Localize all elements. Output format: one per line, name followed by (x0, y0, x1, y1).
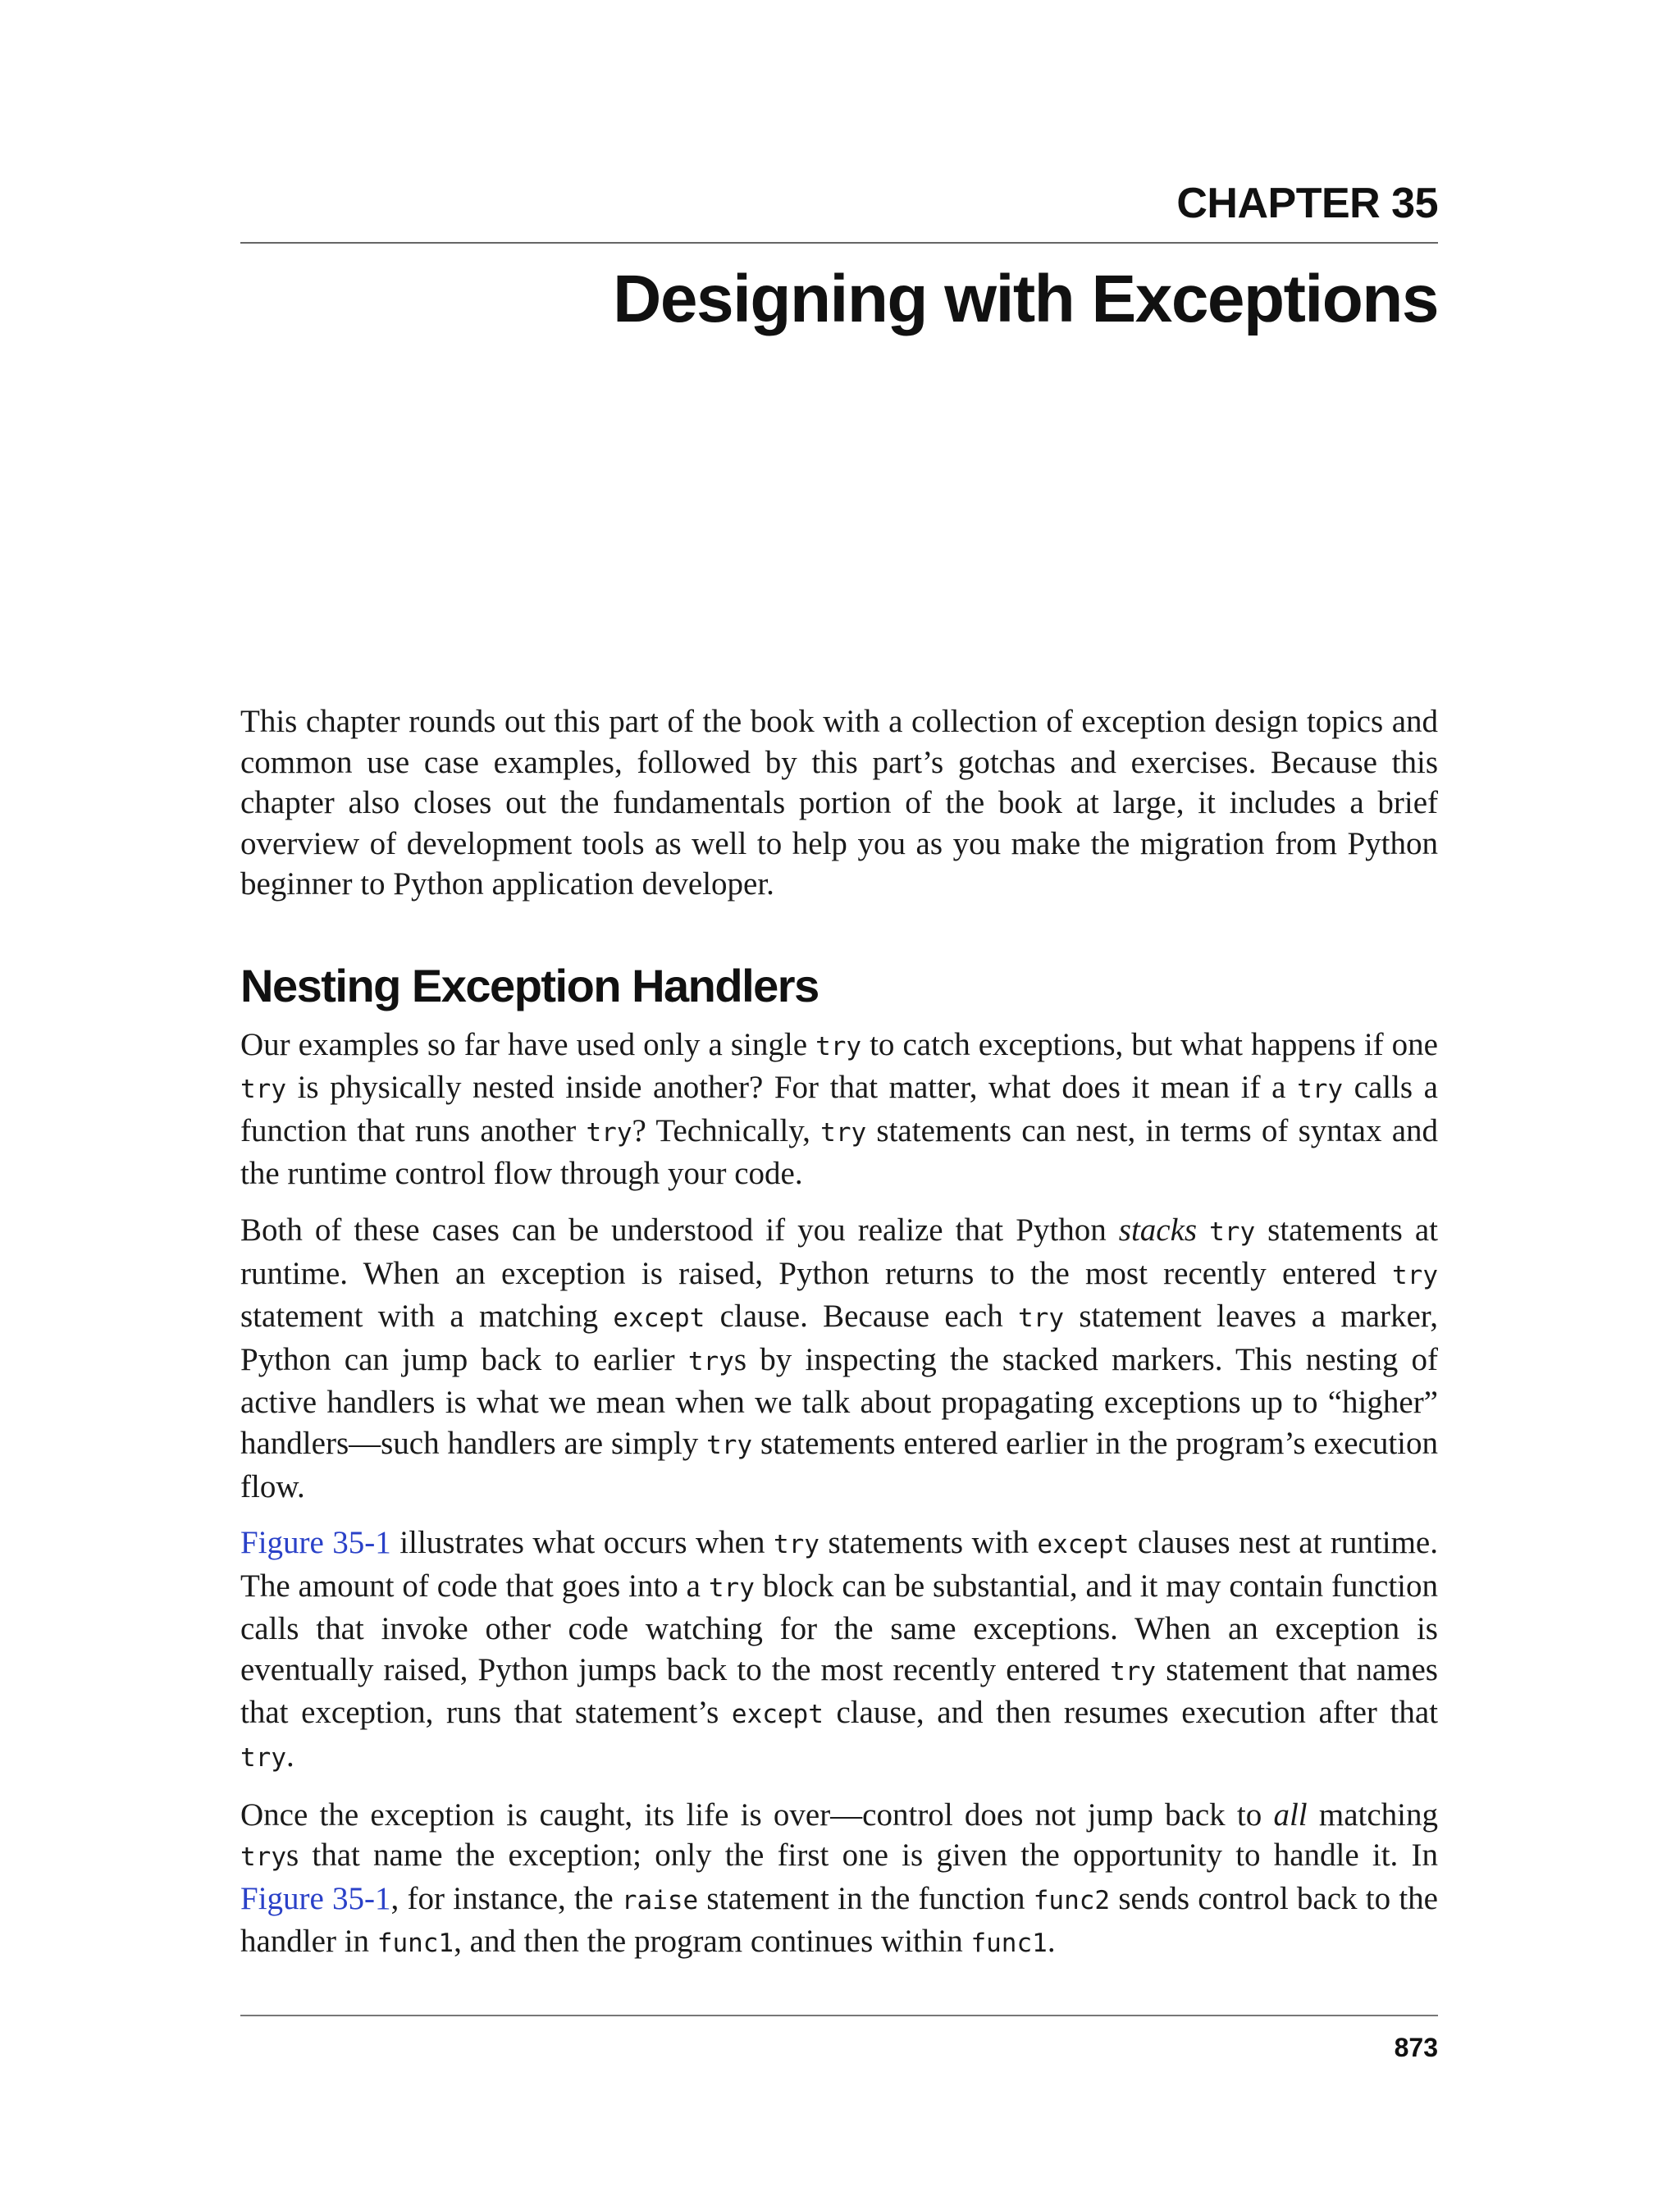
code-try: try (820, 1117, 867, 1148)
code-try: try (1018, 1303, 1065, 1334)
code-try: try (586, 1117, 632, 1148)
text-run: block can be substantial, and it may contain function calls that invoke other code watching for the same exceptions. When an exception is eventually raised, Python jumps back to the most recently entered (240, 1568, 1439, 1687)
code-try: try (240, 1075, 286, 1105)
paragraph-figure-reference (240, 1522, 1438, 1779)
text-run: ? Technically, (632, 1112, 821, 1148)
emphasis-stacks: stacks (1118, 1212, 1198, 1248)
code-raise: raise (621, 1885, 699, 1915)
chapter-label: CHAPTER 35 (1176, 180, 1438, 227)
paragraph-stacks (240, 1210, 1438, 1507)
text-run: Both of these cases can be understood if you realize that Python (240, 1212, 1119, 1248)
code-except: except (613, 1303, 705, 1334)
text-run: is physically nested inside another? For that matter, what does it mean if a (286, 1070, 1298, 1106)
code-try: try (708, 1573, 755, 1603)
code-try: try (1392, 1260, 1438, 1290)
code-except: except (1037, 1530, 1130, 1560)
paragraph-nesting-question (240, 1025, 1438, 1194)
code-try: try (773, 1530, 819, 1560)
code-try: try (706, 1430, 753, 1460)
figure-35-1-link[interactable]: Figure 35-1 (240, 1525, 391, 1561)
text-run: , for instance, the (390, 1880, 622, 1916)
code-try: try (240, 1743, 286, 1774)
code-try: try (687, 1346, 734, 1376)
text-run: statements can nest, in terms of syntax and the runtime control flow through your code. (240, 1112, 1439, 1192)
text-run: . (1047, 1924, 1056, 1960)
text-run: calls a function that runs another (240, 1070, 1438, 1148)
section-heading: Nesting Exception Handlers (240, 959, 819, 1011)
code-except: except (731, 1700, 824, 1730)
code-try: try (815, 1031, 862, 1061)
text-run: statements with (819, 1525, 1038, 1561)
text-run: clauses nest at runtime. The amount of code that goes into a (240, 1525, 1438, 1604)
text-run: statement with a matching (240, 1299, 614, 1335)
text-run: illustrates what occurs when (390, 1525, 774, 1561)
text-run: statement in the function (698, 1880, 1034, 1916)
code-func1: func1 (970, 1929, 1048, 1959)
figure-35-1-link[interactable]: Figure 35-1 (240, 1880, 391, 1916)
text-run: statements entered earlier in the program’s execution flow. (240, 1425, 1438, 1504)
text-run: statement leaves a marker, Python can jump back to earlier (240, 1299, 1438, 1377)
code-try: try (1297, 1075, 1344, 1105)
text-run: , and then the program continues within (454, 1924, 971, 1960)
chapter-rule (240, 242, 1438, 244)
code-func2: func2 (1033, 1885, 1111, 1915)
text-run (1197, 1212, 1209, 1248)
text-run: Our examples so far have used only a single (240, 1026, 816, 1062)
intro-paragraph: This chapter rounds out this part of the book with a collection of exception design topics and common use case examples, followed by this part’s gotchas and exercises. Because this chapter also closes out the fundamentals portion of the book at large, it includes a brief overview of development tools as well to help you as you make the migration from Python beginner to Python application developer. (240, 704, 1438, 902)
footer-rule (240, 2015, 1438, 2016)
text-run: . (286, 1738, 294, 1774)
code-try: try (1209, 1217, 1256, 1247)
page-number: 873 (1394, 2033, 1438, 2062)
chapter-body (240, 701, 1438, 1980)
chapter-title: Designing with Exceptions (613, 262, 1438, 336)
emphasis-all: all (1273, 1796, 1308, 1833)
code-try: try (240, 1842, 286, 1873)
text-run: statements at runtime. When an exception is raised, Python returns to the most recently entered (240, 1212, 1438, 1291)
paragraph-exception-caught (240, 1795, 1438, 1965)
text-run: s that name the exception; only the first one is given the opportunity to handle it. In (286, 1838, 1438, 1874)
text-run: to catch exceptions, but what happens if one (861, 1026, 1438, 1062)
text-run: Once the exception is caught, its life is over—control does not jump back to (240, 1796, 1274, 1833)
text-run: clause. Because each (705, 1299, 1019, 1335)
text-run: s by inspecting the stacked markers. This nesting of active handlers is what we mean when we talk about propagating exceptions up to “higher” handlers—such handlers are simply (240, 1341, 1438, 1461)
code-func1: func1 (377, 1929, 454, 1959)
text-run: matching (1307, 1796, 1438, 1833)
code-try: try (1110, 1656, 1157, 1687)
text-run: statement that names that exception, runs that statement’s (240, 1651, 1438, 1731)
text-run: clause, and then resumes execution after that (823, 1695, 1438, 1731)
text-run: sends control back to the handler in (240, 1880, 1438, 1960)
